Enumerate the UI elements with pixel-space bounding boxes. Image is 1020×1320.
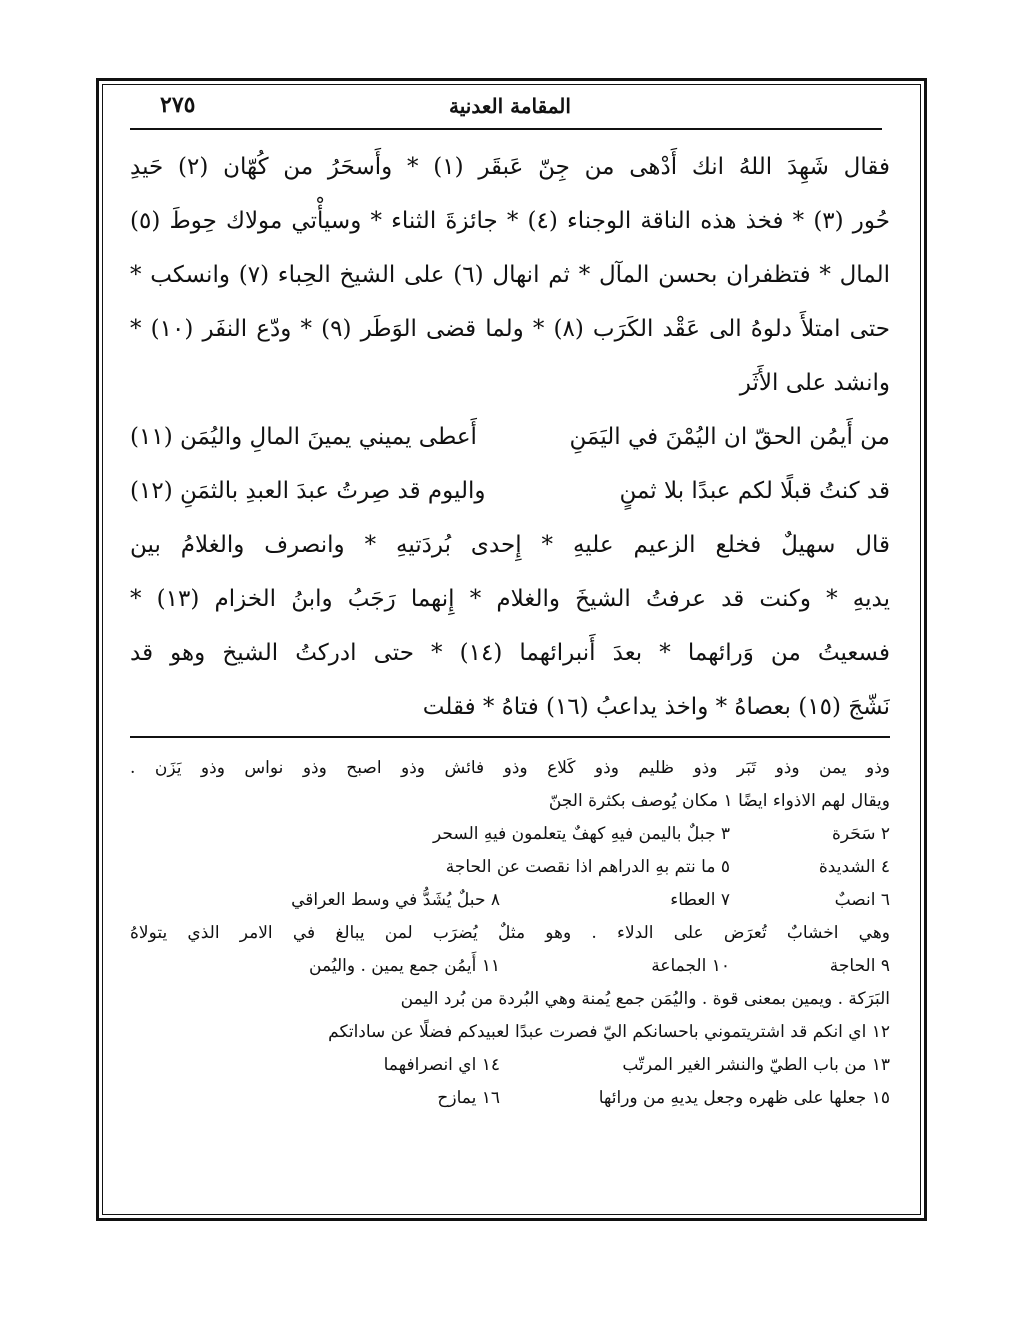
footnotes	[130, 752, 890, 1115]
verse-1-first-hemistich: من أَيمُن الحقّ ان اليُمْنَ في اليَمَنِ	[569, 424, 890, 450]
verse-2	[130, 464, 890, 518]
verse-2-first-hemistich: قد كنتُ قبلًا لكم عبدًا بلا ثمنٍ	[619, 478, 890, 504]
footnote-6: ٦ انصبٌ	[834, 890, 890, 910]
footnote-8: ٨ حبلٌ يُشَدُّ في وسط العراقي	[291, 890, 500, 910]
text-line-6: قال سهيلٌ فخلع الزعيم عليهِ * إِحدى بُردَتيهِ * وانصرف والغلامُ بين	[130, 532, 890, 558]
footnote-line-6: وهي اخشابٌ تُعرَض على الدلاء . وهو مثلٌ يُضرَب لمن يبالغ في الامر الذي يتولاهُ	[130, 923, 890, 943]
header-divider	[130, 128, 882, 130]
footnote-row-5	[130, 884, 890, 917]
text-line-7: يديهِ * وكنت قد عرفتُ الشيخَ والغلام * إِنهما رَجَبُ وابنُ الخزام (١٣) *	[130, 586, 890, 612]
footnote-row-7	[130, 950, 890, 983]
text-line-4: حتى امتلأَ دلوهُ الى عَقْد الكَرَب (٨) * ولما قضى الوَطَر (٩) * ودّع النفَر (١٠) *	[130, 316, 890, 342]
page-number: ٢٧٥	[160, 92, 196, 118]
text-line-8: فسعيتُ من وَرائهما * بعدَ أَنبرائهما (١٤) * حتى ادركتُ الشيخ وهو قد	[130, 640, 890, 666]
footnote-line-1: وذو يمن وذو تَبَر وذو ظليم وذو كَلاع وذو فائش وذو اصبح وذو نواس وذو يَزَن .	[130, 758, 890, 778]
footnote-10: ١٠ الجماعة	[651, 956, 730, 976]
footnote-line-2: ويقال لهم الاذواء ايضًا ١ مكان يُوصف بكثرة الجنّ	[548, 791, 890, 811]
footnote-14: ١٤ اي انصرافهما	[383, 1055, 500, 1075]
footnote-7: ٧ العطاء	[670, 890, 730, 910]
footnote-11: ١١ أَيمُن جمع يمين . واليُمن	[309, 956, 500, 976]
verse-2-second-hemistich: واليوم قد صِرتُ عبدَ العبدِ بالثمَنِ (١٢)	[130, 478, 486, 504]
verse-1	[130, 410, 890, 464]
verse-1-second-hemistich: أَعطى يميني يمينَ المالِ واليُمَن (١١)	[130, 424, 477, 450]
footnote-5: ٥ ما نتم بهِ الدراهم اذا نقصت عن الحاجة	[445, 857, 730, 877]
footnote-row-3	[130, 818, 890, 851]
footnote-row-10	[130, 1049, 890, 1082]
footnote-line-8: البَرَكة . ويمين بمعنى قوة . واليُمَن جمع يُمنة وهي البُردة من بُرد اليمن	[400, 989, 890, 1009]
footnote-2: ٢ سَحَرة	[831, 824, 890, 844]
running-header	[130, 88, 890, 128]
footnote-divider	[130, 736, 890, 738]
text-line-9: نَشّجَ (١٥) بعصاهُ * واخذ يداعبُ (١٦) فتاهُ * فقلت	[422, 694, 890, 720]
chapter-title: المقامة العدنية	[449, 94, 571, 118]
footnote-row-11	[130, 1082, 890, 1115]
text-line-1: فقال شَهِدَ اللهُ انك أَدْهى من جِنّ عَبقَر (١) * وأَسحَرُ من كُهّان (٢) حَيدِ	[130, 154, 890, 180]
text-line-3: المال * فتظفران بحسن المآل * ثم انهال (٦) على الشيخ الحِباء (٧) وانسكب *	[130, 262, 890, 288]
main-text-block	[130, 140, 890, 734]
footnote-13: ١٣ من باب الطيّ والنشر الغير المرتّب	[622, 1055, 890, 1075]
footnote-9: ٩ الحاجة	[829, 956, 890, 976]
footnote-row-4	[130, 851, 890, 884]
text-line-5: وانشد على الأَثَر	[739, 370, 890, 396]
footnote-16: ١٦ يمازح	[437, 1088, 500, 1108]
footnote-4: ٤ الشديدة	[818, 857, 890, 877]
footnote-line-9: ١٢ اي انكم قد اشتريتموني باحسانكم اليّ فصرت عبدًا لعبيدكم فضلًا عن ساداتكم	[328, 1022, 890, 1042]
footnote-15: ١٥ جعلها على ظهره وجعل يديهِ من ورائها	[598, 1088, 890, 1108]
text-line-2: حُور (٣) * فخذ هذه الناقة الوجناء (٤) * جائزةَ الثناء * وسيأْتي مولاك حِوطَ (٥)	[130, 208, 890, 234]
footnote-3: ٣ جبلٌ باليمن فيهِ كهفٌ يتعلمون فيهِ السحر	[433, 824, 730, 844]
